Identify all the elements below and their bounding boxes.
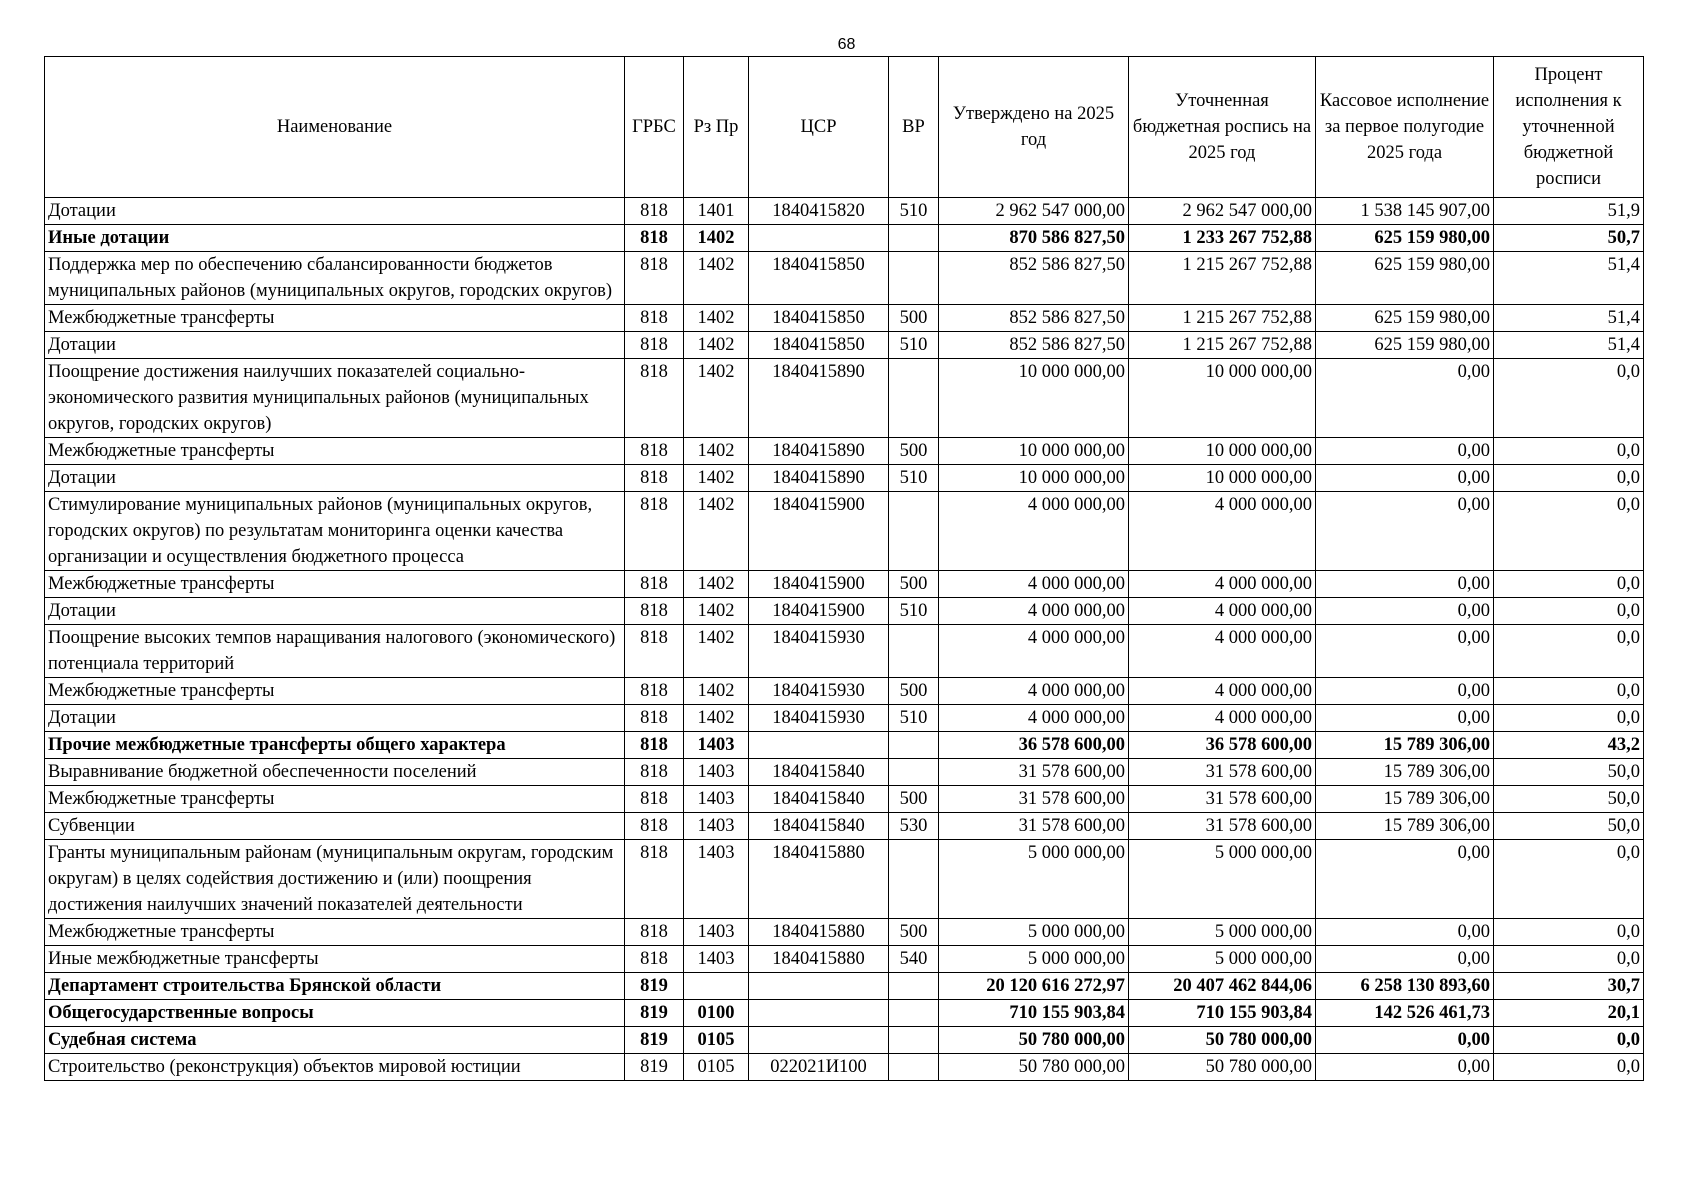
cell-name: Общегосударственные вопросы xyxy=(45,1000,625,1027)
cell-vr xyxy=(889,732,939,759)
table-row xyxy=(45,732,1644,759)
cell-cash: 625 159 980,00 xyxy=(1316,305,1494,332)
cell-csr: 1840415820 xyxy=(749,198,889,225)
cell-name: Прочие межбюджетные трансферты общего характера xyxy=(45,732,625,759)
cell-grbs: 818 xyxy=(625,732,684,759)
cell-csr: 1840415930 xyxy=(749,705,889,732)
cell-name: Строительство (реконструкция) объектов мировой юстиции xyxy=(45,1054,625,1081)
cell-approved: 31 578 600,00 xyxy=(939,813,1129,840)
cell-vr xyxy=(889,1054,939,1081)
cell-name: Иные межбюджетные трансферты xyxy=(45,946,625,973)
cell-grbs: 818 xyxy=(625,919,684,946)
cell-percent: 50,0 xyxy=(1494,813,1644,840)
cell-approved: 5 000 000,00 xyxy=(939,946,1129,973)
cell-refined: 36 578 600,00 xyxy=(1129,732,1316,759)
cell-grbs: 818 xyxy=(625,598,684,625)
cell-csr: 1840415850 xyxy=(749,332,889,359)
cell-rzpr: 1403 xyxy=(684,946,749,973)
cell-grbs: 818 xyxy=(625,678,684,705)
cell-csr xyxy=(749,973,889,1000)
cell-name: Межбюджетные трансферты xyxy=(45,305,625,332)
table-row xyxy=(45,705,1644,732)
table-row xyxy=(45,1027,1644,1054)
cell-refined: 710 155 903,84 xyxy=(1129,1000,1316,1027)
cell-refined: 50 780 000,00 xyxy=(1129,1054,1316,1081)
cell-approved: 10 000 000,00 xyxy=(939,465,1129,492)
header-grbs: ГРБС xyxy=(625,57,684,198)
cell-percent: 0,0 xyxy=(1494,840,1644,919)
cell-cash: 0,00 xyxy=(1316,571,1494,598)
cell-cash: 0,00 xyxy=(1316,1027,1494,1054)
table-row xyxy=(45,198,1644,225)
cell-csr: 1840415840 xyxy=(749,813,889,840)
cell-rzpr: 1402 xyxy=(684,305,749,332)
cell-grbs: 818 xyxy=(625,198,684,225)
cell-rzpr: 1402 xyxy=(684,678,749,705)
cell-rzpr: 1402 xyxy=(684,225,749,252)
cell-rzpr: 0105 xyxy=(684,1054,749,1081)
cell-percent: 51,4 xyxy=(1494,252,1644,305)
header-approved: Утверждено на 2025 год xyxy=(939,57,1129,198)
cell-percent: 0,0 xyxy=(1494,625,1644,678)
cell-percent: 0,0 xyxy=(1494,919,1644,946)
cell-name: Межбюджетные трансферты xyxy=(45,571,625,598)
cell-vr xyxy=(889,359,939,438)
cell-refined: 4 000 000,00 xyxy=(1129,571,1316,598)
cell-approved: 4 000 000,00 xyxy=(939,492,1129,571)
cell-refined: 1 215 267 752,88 xyxy=(1129,252,1316,305)
cell-grbs: 819 xyxy=(625,1000,684,1027)
cell-cash: 142 526 461,73 xyxy=(1316,1000,1494,1027)
table-row xyxy=(45,973,1644,1000)
cell-grbs: 818 xyxy=(625,492,684,571)
cell-cash: 0,00 xyxy=(1316,465,1494,492)
cell-cash: 0,00 xyxy=(1316,625,1494,678)
cell-percent: 50,0 xyxy=(1494,786,1644,813)
cell-cash: 0,00 xyxy=(1316,359,1494,438)
cell-refined: 5 000 000,00 xyxy=(1129,840,1316,919)
cell-vr: 500 xyxy=(889,678,939,705)
cell-refined: 31 578 600,00 xyxy=(1129,813,1316,840)
cell-cash: 15 789 306,00 xyxy=(1316,732,1494,759)
cell-rzpr: 1402 xyxy=(684,705,749,732)
table-row xyxy=(45,465,1644,492)
cell-vr xyxy=(889,252,939,305)
cell-approved: 4 000 000,00 xyxy=(939,598,1129,625)
cell-rzpr: 1402 xyxy=(684,598,749,625)
cell-rzpr: 1403 xyxy=(684,919,749,946)
cell-name: Межбюджетные трансферты xyxy=(45,678,625,705)
cell-approved: 10 000 000,00 xyxy=(939,438,1129,465)
cell-approved: 710 155 903,84 xyxy=(939,1000,1129,1027)
cell-grbs: 818 xyxy=(625,813,684,840)
cell-name: Межбюджетные трансферты xyxy=(45,438,625,465)
cell-csr: 1840415900 xyxy=(749,571,889,598)
cell-percent: 0,0 xyxy=(1494,705,1644,732)
cell-grbs: 819 xyxy=(625,1027,684,1054)
cell-refined: 10 000 000,00 xyxy=(1129,438,1316,465)
cell-rzpr: 1402 xyxy=(684,465,749,492)
cell-csr: 1840415890 xyxy=(749,465,889,492)
cell-cash: 0,00 xyxy=(1316,919,1494,946)
cell-vr: 500 xyxy=(889,305,939,332)
cell-name: Межбюджетные трансферты xyxy=(45,919,625,946)
table-header-row xyxy=(45,57,1644,198)
cell-vr xyxy=(889,625,939,678)
cell-name: Дотации xyxy=(45,465,625,492)
cell-cash: 1 538 145 907,00 xyxy=(1316,198,1494,225)
cell-vr: 510 xyxy=(889,598,939,625)
cell-grbs: 818 xyxy=(625,359,684,438)
cell-vr xyxy=(889,973,939,1000)
cell-csr xyxy=(749,732,889,759)
cell-csr xyxy=(749,1027,889,1054)
cell-refined: 4 000 000,00 xyxy=(1129,678,1316,705)
cell-cash: 6 258 130 893,60 xyxy=(1316,973,1494,1000)
cell-name: Иные дотации xyxy=(45,225,625,252)
cell-approved: 4 000 000,00 xyxy=(939,678,1129,705)
header-refined: Уточненная бюджетная роспись на 2025 год xyxy=(1129,57,1316,198)
cell-refined: 20 407 462 844,06 xyxy=(1129,973,1316,1000)
page-number: 68 xyxy=(837,36,856,53)
cell-csr: 1840415930 xyxy=(749,678,889,705)
cell-csr xyxy=(749,1000,889,1027)
cell-csr: 1840415850 xyxy=(749,252,889,305)
cell-cash: 0,00 xyxy=(1316,678,1494,705)
table-row xyxy=(45,678,1644,705)
cell-cash: 0,00 xyxy=(1316,705,1494,732)
cell-csr xyxy=(749,225,889,252)
cell-rzpr: 1402 xyxy=(684,571,749,598)
cell-csr: 1840415880 xyxy=(749,946,889,973)
cell-refined: 10 000 000,00 xyxy=(1129,465,1316,492)
cell-grbs: 819 xyxy=(625,973,684,1000)
cell-name: Дотации xyxy=(45,332,625,359)
cell-refined: 1 215 267 752,88 xyxy=(1129,332,1316,359)
cell-rzpr: 1402 xyxy=(684,492,749,571)
cell-percent: 0,0 xyxy=(1494,571,1644,598)
table-row xyxy=(45,598,1644,625)
cell-name: Судебная система xyxy=(45,1027,625,1054)
cell-approved: 4 000 000,00 xyxy=(939,705,1129,732)
cell-refined: 31 578 600,00 xyxy=(1129,786,1316,813)
cell-name: Поощрение достижения наилучших показателей социально-экономического развития муниципальных районов (муниципальных округов, городских округов) xyxy=(45,359,625,438)
cell-approved: 31 578 600,00 xyxy=(939,786,1129,813)
cell-vr: 500 xyxy=(889,919,939,946)
cell-approved: 852 586 827,50 xyxy=(939,332,1129,359)
cell-refined: 5 000 000,00 xyxy=(1129,946,1316,973)
table-row xyxy=(45,1054,1644,1081)
cell-vr: 510 xyxy=(889,198,939,225)
cell-grbs: 818 xyxy=(625,252,684,305)
cell-percent: 51,4 xyxy=(1494,305,1644,332)
cell-grbs: 818 xyxy=(625,225,684,252)
table-row xyxy=(45,252,1644,305)
table-row xyxy=(45,438,1644,465)
cell-name: Субвенции xyxy=(45,813,625,840)
table-row xyxy=(45,332,1644,359)
cell-approved: 10 000 000,00 xyxy=(939,359,1129,438)
cell-name: Дотации xyxy=(45,598,625,625)
table-row xyxy=(45,786,1644,813)
cell-refined: 31 578 600,00 xyxy=(1129,759,1316,786)
cell-percent: 0,0 xyxy=(1494,465,1644,492)
cell-rzpr: 1402 xyxy=(684,625,749,678)
cell-percent: 0,0 xyxy=(1494,438,1644,465)
cell-approved: 5 000 000,00 xyxy=(939,919,1129,946)
cell-rzpr xyxy=(684,973,749,1000)
table-row xyxy=(45,813,1644,840)
cell-name: Поддержка мер по обеспечению сбалансированности бюджетов муниципальных районов (муниципальных округов, городских округов) xyxy=(45,252,625,305)
cell-csr: 1840415890 xyxy=(749,359,889,438)
cell-percent: 51,9 xyxy=(1494,198,1644,225)
cell-vr xyxy=(889,759,939,786)
cell-percent: 30,7 xyxy=(1494,973,1644,1000)
cell-approved: 20 120 616 272,97 xyxy=(939,973,1129,1000)
cell-rzpr: 1403 xyxy=(684,840,749,919)
header-csr: ЦСР xyxy=(749,57,889,198)
cell-vr: 500 xyxy=(889,786,939,813)
cell-approved: 852 586 827,50 xyxy=(939,305,1129,332)
cell-approved: 4 000 000,00 xyxy=(939,625,1129,678)
cell-cash: 0,00 xyxy=(1316,1054,1494,1081)
cell-cash: 625 159 980,00 xyxy=(1316,252,1494,305)
cell-refined: 4 000 000,00 xyxy=(1129,625,1316,678)
cell-percent: 43,2 xyxy=(1494,732,1644,759)
cell-approved: 36 578 600,00 xyxy=(939,732,1129,759)
cell-vr: 500 xyxy=(889,571,939,598)
cell-rzpr: 1402 xyxy=(684,252,749,305)
cell-cash: 15 789 306,00 xyxy=(1316,786,1494,813)
cell-approved: 31 578 600,00 xyxy=(939,759,1129,786)
cell-refined: 4 000 000,00 xyxy=(1129,705,1316,732)
cell-vr: 540 xyxy=(889,946,939,973)
cell-name: Выравнивание бюджетной обеспеченности поселений xyxy=(45,759,625,786)
cell-percent: 0,0 xyxy=(1494,1054,1644,1081)
cell-vr xyxy=(889,840,939,919)
cell-refined: 2 962 547 000,00 xyxy=(1129,198,1316,225)
cell-percent: 0,0 xyxy=(1494,598,1644,625)
cell-name: Департамент строительства Брянской области xyxy=(45,973,625,1000)
cell-vr: 530 xyxy=(889,813,939,840)
cell-approved: 852 586 827,50 xyxy=(939,252,1129,305)
cell-refined: 1 233 267 752,88 xyxy=(1129,225,1316,252)
header-percent: Процент исполнения к уточненной бюджетной росписи xyxy=(1494,57,1644,198)
cell-cash: 0,00 xyxy=(1316,946,1494,973)
cell-cash: 625 159 980,00 xyxy=(1316,332,1494,359)
cell-name: Дотации xyxy=(45,198,625,225)
cell-csr: 1840415900 xyxy=(749,492,889,571)
cell-csr: 1840415840 xyxy=(749,786,889,813)
cell-name: Межбюджетные трансферты xyxy=(45,786,625,813)
cell-refined: 5 000 000,00 xyxy=(1129,919,1316,946)
cell-grbs: 818 xyxy=(625,705,684,732)
cell-cash: 0,00 xyxy=(1316,840,1494,919)
cell-rzpr: 1402 xyxy=(684,359,749,438)
cell-csr: 1840415880 xyxy=(749,840,889,919)
table-row xyxy=(45,492,1644,571)
cell-grbs: 818 xyxy=(625,571,684,598)
cell-percent: 0,0 xyxy=(1494,359,1644,438)
cell-rzpr: 0100 xyxy=(684,1000,749,1027)
cell-cash: 625 159 980,00 xyxy=(1316,225,1494,252)
cell-rzpr: 1403 xyxy=(684,813,749,840)
cell-percent: 0,0 xyxy=(1494,946,1644,973)
cell-name: Стимулирование муниципальных районов (муниципальных округов, городских округов) по результатам мониторинга оценки качества организации и осуществления бюджетного процесса xyxy=(45,492,625,571)
table-row xyxy=(45,919,1644,946)
cell-refined: 10 000 000,00 xyxy=(1129,359,1316,438)
cell-refined: 4 000 000,00 xyxy=(1129,598,1316,625)
cell-csr: 022021И100 xyxy=(749,1054,889,1081)
header-cash: Кассовое исполнение за первое полугодие 2025 года xyxy=(1316,57,1494,198)
cell-cash: 15 789 306,00 xyxy=(1316,813,1494,840)
cell-refined: 4 000 000,00 xyxy=(1129,492,1316,571)
cell-grbs: 818 xyxy=(625,465,684,492)
table-row xyxy=(45,225,1644,252)
cell-vr: 510 xyxy=(889,332,939,359)
cell-vr: 500 xyxy=(889,438,939,465)
cell-percent: 0,0 xyxy=(1494,492,1644,571)
cell-rzpr: 0105 xyxy=(684,1027,749,1054)
cell-rzpr: 1402 xyxy=(684,332,749,359)
cell-refined: 50 780 000,00 xyxy=(1129,1027,1316,1054)
cell-name: Дотации xyxy=(45,705,625,732)
cell-name: Поощрение высоких темпов наращивания налогового (экономического) потенциала территорий xyxy=(45,625,625,678)
table-row xyxy=(45,759,1644,786)
cell-rzpr: 1402 xyxy=(684,438,749,465)
cell-rzpr: 1401 xyxy=(684,198,749,225)
cell-name: Гранты муниципальным районам (муниципальным округам, городским округам) в целях содействия достижению и (или) поощрения достижения наилучших значений показателей деятельности xyxy=(45,840,625,919)
budget-table xyxy=(44,56,1644,1081)
cell-approved: 2 962 547 000,00 xyxy=(939,198,1129,225)
cell-vr: 510 xyxy=(889,465,939,492)
cell-rzpr: 1403 xyxy=(684,759,749,786)
cell-cash: 15 789 306,00 xyxy=(1316,759,1494,786)
table-body xyxy=(45,198,1644,1081)
header-rzpr: Рз Пр xyxy=(684,57,749,198)
cell-vr xyxy=(889,492,939,571)
cell-grbs: 818 xyxy=(625,786,684,813)
cell-percent: 50,7 xyxy=(1494,225,1644,252)
cell-grbs: 818 xyxy=(625,438,684,465)
cell-percent: 0,0 xyxy=(1494,1027,1644,1054)
header-vr: ВР xyxy=(889,57,939,198)
table-row xyxy=(45,359,1644,438)
cell-cash: 0,00 xyxy=(1316,438,1494,465)
cell-vr xyxy=(889,225,939,252)
table-row xyxy=(45,305,1644,332)
cell-csr: 1840415890 xyxy=(749,438,889,465)
cell-rzpr: 1403 xyxy=(684,732,749,759)
table-row xyxy=(45,946,1644,973)
table-row xyxy=(45,571,1644,598)
cell-csr: 1840415850 xyxy=(749,305,889,332)
cell-csr: 1840415880 xyxy=(749,919,889,946)
cell-grbs: 818 xyxy=(625,305,684,332)
cell-approved: 50 780 000,00 xyxy=(939,1027,1129,1054)
cell-percent: 50,0 xyxy=(1494,759,1644,786)
cell-grbs: 818 xyxy=(625,625,684,678)
cell-refined: 1 215 267 752,88 xyxy=(1129,305,1316,332)
cell-vr: 510 xyxy=(889,705,939,732)
cell-percent: 0,0 xyxy=(1494,678,1644,705)
cell-cash: 0,00 xyxy=(1316,492,1494,571)
cell-rzpr: 1403 xyxy=(684,786,749,813)
cell-csr: 1840415900 xyxy=(749,598,889,625)
table-row xyxy=(45,625,1644,678)
cell-grbs: 818 xyxy=(625,840,684,919)
cell-grbs: 818 xyxy=(625,759,684,786)
cell-approved: 5 000 000,00 xyxy=(939,840,1129,919)
table-row xyxy=(45,840,1644,919)
cell-grbs: 818 xyxy=(625,332,684,359)
cell-grbs: 818 xyxy=(625,946,684,973)
cell-vr xyxy=(889,1000,939,1027)
cell-percent: 51,4 xyxy=(1494,332,1644,359)
cell-vr xyxy=(889,1027,939,1054)
table-row xyxy=(45,1000,1644,1027)
cell-grbs: 819 xyxy=(625,1054,684,1081)
cell-csr: 1840415840 xyxy=(749,759,889,786)
cell-percent: 20,1 xyxy=(1494,1000,1644,1027)
cell-cash: 0,00 xyxy=(1316,598,1494,625)
cell-approved: 50 780 000,00 xyxy=(939,1054,1129,1081)
header-name: Наименование xyxy=(45,57,625,198)
cell-csr: 1840415930 xyxy=(749,625,889,678)
cell-approved: 870 586 827,50 xyxy=(939,225,1129,252)
cell-approved: 4 000 000,00 xyxy=(939,571,1129,598)
